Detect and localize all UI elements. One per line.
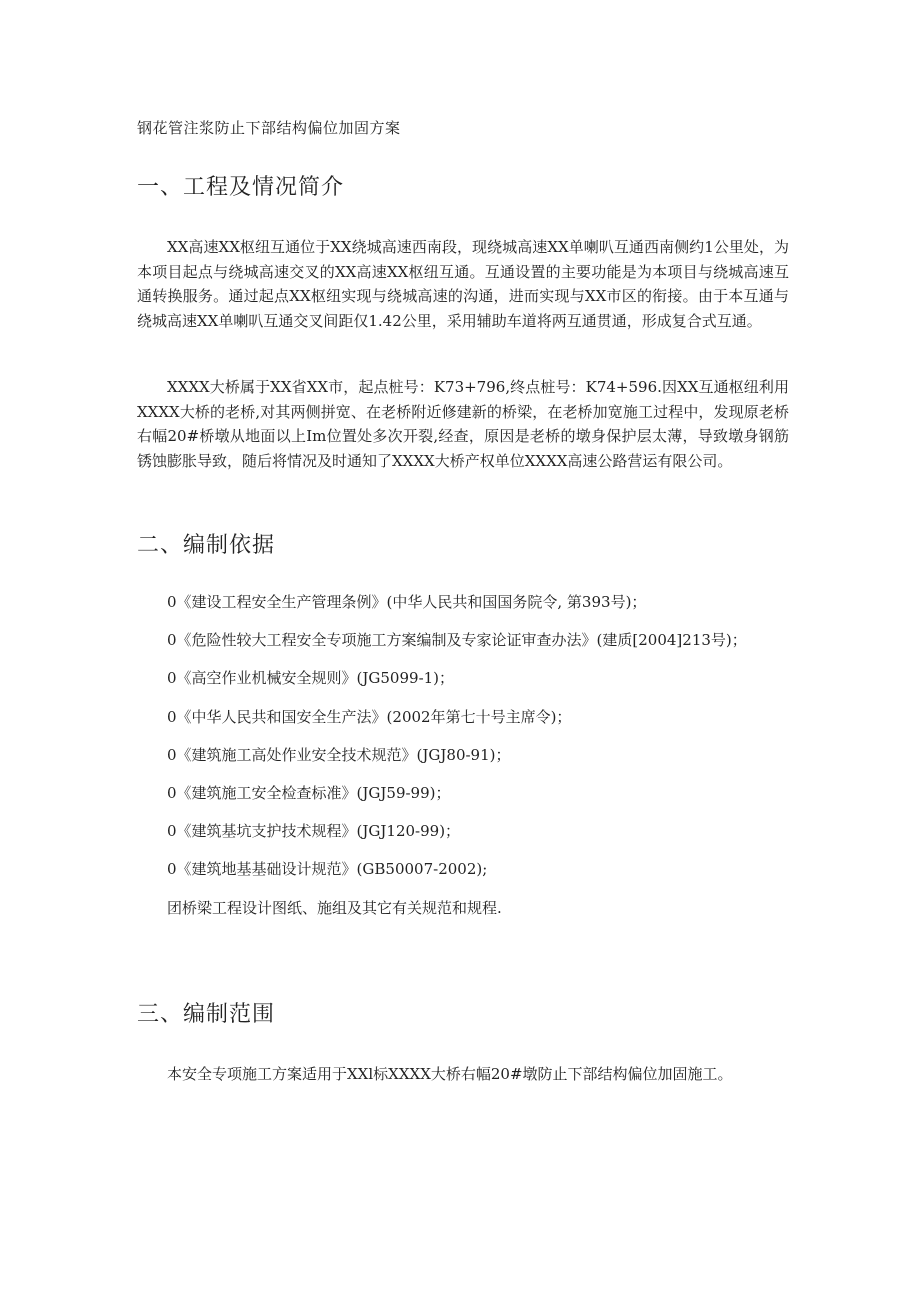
section-heading-overview: 一、工程及情况简介 xyxy=(137,175,345,200)
scope-text: 本安全专项施工方案适用于XXl标XXXX大桥右幅20#墩防止下部结构偏位加固施工。 xyxy=(167,1065,733,1083)
basis-list-item: 0《建筑施工高处作业安全技术规范》(JGJ80-91)； xyxy=(167,745,511,764)
basis-list-item: 0《建筑基坑支护技术规程》(JGJ120-99)； xyxy=(167,822,461,841)
basis-list-item: 0《建筑地基基础设计规范》(GB50007-2002); xyxy=(167,860,488,879)
section-heading-scope: 三、编制范围 xyxy=(137,1002,276,1027)
basis-list-item: 0《建筑施工安全检查标准》(JGJ59-99)； xyxy=(167,783,451,802)
basis-list-item: 0《高空作业机械安全规则》(JG5099-1)； xyxy=(167,669,455,688)
document-title: 钢花管注浆防止下部结构偏位加固方案 xyxy=(137,119,401,137)
basis-list-item: 0《中华人民共和国安全生产法》(2002年第七十号主席令)； xyxy=(167,707,572,726)
section-heading-basis: 二、编制依据 xyxy=(137,533,276,558)
overview-paragraph-2: XXXX大桥属于XX省XX市，起点桩号：K73+796,终点桩号：K74+596.因XX互通枢纽利用XXXX大桥的老桥,对其两侧拼宽、在老桥附近修建新的桥梁，在老桥加宽施工过程中，发现原老桥右幅20#桥墩从地面以上Im位置处多次开裂,经查，原因是老桥的墩身保护层太薄，导致墩身钢筋锈蚀膨胀导致，随后将情况及时通知了XXXX大桥产权单位XXXX高速公路营运有限公司。 xyxy=(137,378,789,470)
basis-list xyxy=(167,590,747,934)
basis-list-item: 0《危险性较大工程安全专项施工方案编制及专家论证审查办法》(建质[2004]213号)； xyxy=(167,631,747,650)
basis-list-item: 0《建设工程安全生产管理条例》(中华人民共和国国务院令, 第393号)； xyxy=(167,593,647,611)
overview-paragraph-1: XX高速XX枢纽互通位于XX绕城高速西南段，现绕城高速XX单喇叭互通西南侧约1公里处，为本项目起点与绕城高速交叉的XX高速XX枢纽互通。互通设置的主要功能是为本项目与绕城高速互通转换服务。通过起点XX枢纽实现与绕城高速的沟通，进而实现与XX市区的衔接。由于本互通与绕城高速XX单喇叭互通交叉间距仅1.42公里，采用辅助车道将两互通贯通，形成复合式互通。 xyxy=(137,238,789,330)
basis-list-item: 团桥梁工程设计图纸、施组及其它有关规范和规程. xyxy=(167,898,502,917)
